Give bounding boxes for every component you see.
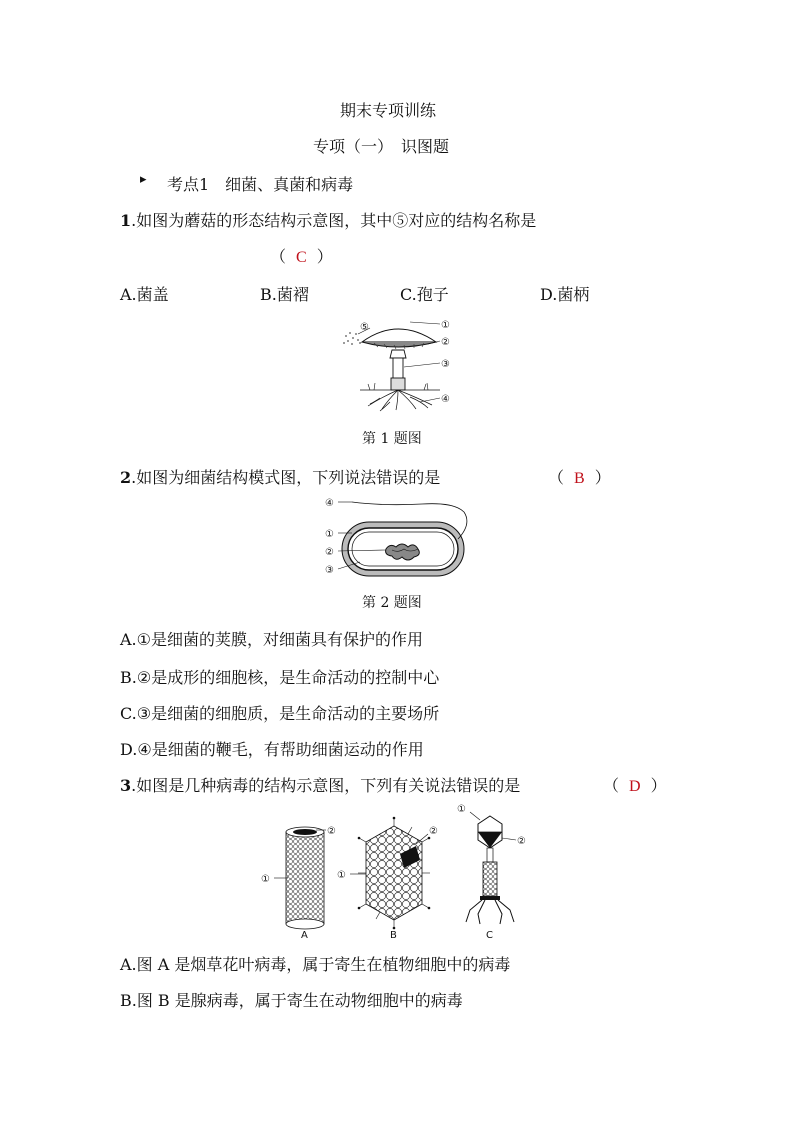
question-text: .如图是几种病毒的结构示意图，下列有关说法错误的是 <box>131 776 521 795</box>
option-b: B.菌褶 <box>260 285 309 304</box>
figure-label: ② <box>327 826 336 837</box>
paren-close: ） <box>594 468 611 487</box>
option-d: D.菌柄 <box>540 285 590 304</box>
question-1-answer-slot <box>270 244 333 267</box>
question-text: .如图为蘑菇的形态结构示意图，其中⑤对应的结构名称是 <box>131 211 537 230</box>
figure-label: ① <box>337 870 346 881</box>
figure-label: ⑤ <box>360 322 369 333</box>
question-text: .如图为细菌结构模式图，下列说法错误的是 <box>131 468 441 487</box>
answer: D <box>629 778 641 795</box>
question-number: 1 <box>120 211 132 230</box>
figure-label: ② <box>429 826 438 837</box>
figure-2-caption: 第 2 题图 <box>362 595 422 611</box>
figure-sublabel: A <box>301 930 308 941</box>
answer: C <box>296 249 307 266</box>
section-marker-icon: ▸ <box>140 172 147 187</box>
figure-label: ③ <box>325 565 334 576</box>
option-b: B.图 B 是腺病毒，属于寄生在动物细胞中的病毒 <box>120 991 463 1010</box>
figure-label: ① <box>325 529 334 540</box>
paren-open: （ <box>603 776 620 795</box>
figure-label: ④ <box>441 394 450 405</box>
question-3-answer-slot <box>603 773 667 796</box>
option-d: D.④是细菌的鞭毛，有帮助细菌运动的作用 <box>120 740 424 759</box>
virus-c <box>457 804 526 941</box>
figure-label: ② <box>441 337 450 348</box>
figure-label: ① <box>457 804 466 815</box>
mushroom-cap <box>362 329 436 342</box>
mushroom-gills <box>362 342 436 347</box>
figure-sublabel: B <box>390 930 397 941</box>
figure-label: ② <box>517 836 526 847</box>
answer: B <box>574 470 585 487</box>
option-a: A.菌盖 <box>120 285 169 304</box>
figure-label: ③ <box>441 359 450 370</box>
mushroom-figure <box>340 312 470 414</box>
virus-a <box>261 826 336 941</box>
figure-1-caption: 第 1 题图 <box>362 431 422 447</box>
option-a: A.①是细菌的荚膜，对细菌具有保护的作用 <box>120 630 423 649</box>
page-title: 期末专项训练 <box>340 101 437 120</box>
question-number: 3 <box>120 776 132 795</box>
figure-label: ① <box>261 874 270 885</box>
paren-open: （ <box>548 468 565 487</box>
option-c: C.孢子 <box>400 285 449 304</box>
question-3-stem <box>120 773 520 796</box>
option-a: A.图 A 是烟草花叶病毒，属于寄生在植物细胞中的病毒 <box>120 955 511 974</box>
option-b: B.②是成形的细胞核，是生命活动的控制中心 <box>120 668 440 687</box>
mushroom-hyphae <box>368 390 432 411</box>
paren-close: ） <box>316 247 333 266</box>
question-2-stem <box>120 465 440 488</box>
bacterium-figure <box>322 494 472 584</box>
virus-b <box>337 817 438 941</box>
figure-sublabel: C <box>486 930 493 941</box>
question-number: 2 <box>120 468 132 487</box>
paren-open: （ <box>270 247 287 266</box>
option-c: C.③是细菌的细胞质，是生命活动的主要场所 <box>120 704 440 723</box>
figure-label: ② <box>325 547 334 558</box>
figure-label: ④ <box>325 498 334 509</box>
section-heading: 考点1 细菌、真菌和病毒 <box>167 175 354 194</box>
question-1-stem <box>120 208 536 231</box>
question-2-answer-slot <box>548 465 611 488</box>
virus-figure <box>258 804 538 944</box>
paren-close: ） <box>650 776 667 795</box>
page-subtitle: 专项（一） 识图题 <box>313 137 450 156</box>
figure-label: ① <box>441 320 450 331</box>
